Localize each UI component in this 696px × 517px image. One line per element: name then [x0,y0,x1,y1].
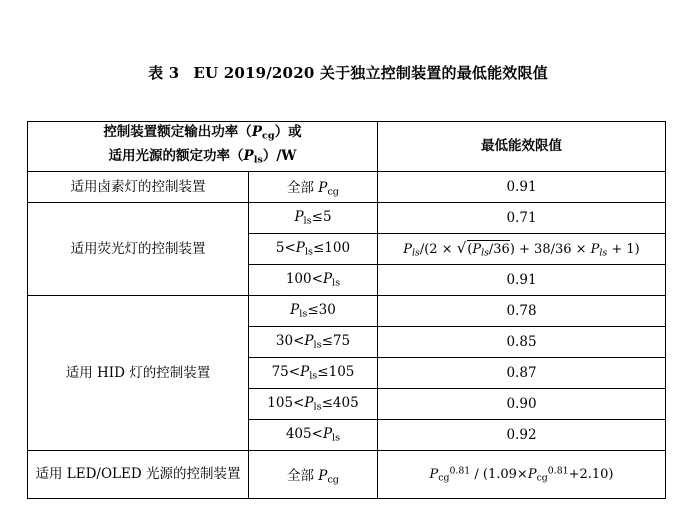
efficiency-formula-led: $P_{cg}^{0.81} / (1.09\times P_{cg}^{0.81}+2.10)$ [429,465,614,484]
device-type-cell: 适用卤素灯的控制装置 [28,171,249,202]
power-range-cell: $P_{ls}\le 30$ [249,295,378,326]
efficiency-value-cell: 0.90 [378,388,666,419]
power-range-cell: $405<P_{ls}$ [249,419,378,450]
header-power-column: 控制装置额定输出功率$(P_{cg})$或 适用光源的额定功率$(P_{ls})/W$ [28,122,378,172]
table-caption [0,62,696,83]
efficiency-table [27,121,666,499]
efficiency-value-cell [378,450,666,498]
device-type-cell: 适用 HID 灯的控制装置 [28,295,249,450]
efficiency-value-cell: 0.71 [378,202,666,233]
power-range-cell: $100<P_{ls}$ [249,264,378,295]
efficiency-value-cell: 0.87 [378,357,666,388]
power-range-cell: 全部 $P_{cg}$ [249,450,378,498]
efficiency-formula-fluorescent: $P_{ls}/(2 \times √(P_{ls}/36) + 38/36 \times P_{ls} + 1)$ [403,239,640,259]
table-row [28,202,666,233]
power-range-cell: $105<P_{ls}\le 405$ [249,388,378,419]
efficiency-value-cell: 0.78 [378,295,666,326]
sqrt-argument: ($P_{ls}/36$ [467,242,510,259]
power-range-cell: $75<P_{ls}\le 105$ [249,357,378,388]
efficiency-value-cell: 0.91 [378,171,666,202]
power-range-cell: $30<P_{ls}\le 75$ [249,326,378,357]
efficiency-value-cell [378,233,666,264]
sqrt-symbol: √ [456,239,467,258]
header-efficiency-column: 最低能效限值 [378,122,666,172]
power-range-cell: $5<P_{ls}\le 100$ [249,233,378,264]
power-range-cell: 全部 $P_{cg}$ [249,171,378,202]
efficiency-value-cell: 0.91 [378,264,666,295]
table-number: 表 3 [148,64,180,82]
efficiency-value-cell: 0.92 [378,419,666,450]
device-type-cell: 适用 LED/OLED 光源的控制装置 [28,450,249,498]
table-row [28,171,666,202]
power-range-cell: $P_{ls}\le 5$ [249,202,378,233]
table-header-row [28,122,666,172]
table-row [28,450,666,498]
efficiency-value-cell: 0.85 [378,326,666,357]
table-title: EU 2019/2020 关于独立控制装置的最低能效限值 [193,64,548,82]
device-type-cell: 适用荧光灯的控制装置 [28,202,249,295]
table-row [28,295,666,326]
